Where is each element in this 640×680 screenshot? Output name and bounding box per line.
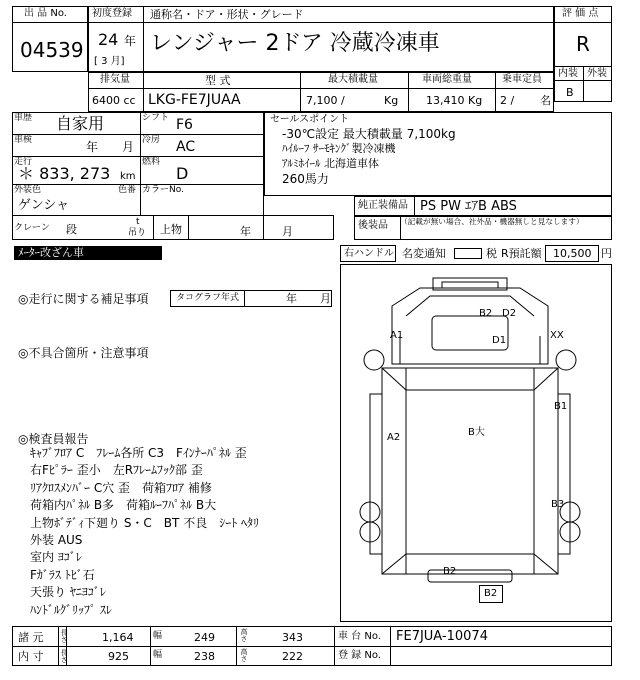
capacity: 2 / [500, 94, 515, 107]
int-length: 925 [108, 650, 129, 663]
sales-title: セールスポイント [270, 114, 350, 125]
rating-value: R [576, 32, 590, 56]
lot-label: 出 品 No. [24, 8, 67, 19]
damage-b2-bumper: B2 [484, 588, 498, 599]
mileage-unit: km [120, 171, 136, 182]
model: LKG-FE7JUAA [148, 92, 241, 108]
first-reg-year: 24 [98, 30, 119, 49]
capacity-unit: 名 [540, 94, 551, 107]
inspection-year: 年 [86, 140, 99, 154]
dims-height-label: 高さ [240, 628, 248, 642]
shift-value: F6 [176, 117, 193, 133]
exterior-rating-label: 外装 [587, 68, 607, 79]
inspection-month: 月 [122, 140, 135, 154]
right-hand-label: 右ハンドル [344, 248, 394, 259]
chassis-label: 車 台 No. [338, 631, 381, 642]
crane-hang: 吊り [128, 228, 147, 238]
shift-label: シフト [142, 113, 170, 123]
displacement-label: 排気量 [100, 74, 130, 85]
damage-b2-top: B2 [479, 308, 493, 319]
inspector-title: ◎検査員報告 [18, 432, 89, 446]
lot-number: 04539 [20, 38, 84, 62]
damage-d2: D2 [502, 308, 517, 319]
name-header: 通称名・ドア・形状・グレード [150, 8, 304, 21]
year-unit: 年 [124, 34, 137, 48]
sales-line: 260馬力 [282, 172, 329, 186]
sales-line: -30℃設定 最大積載量 7,100kg [282, 127, 456, 141]
tacho-month: 月 [320, 292, 331, 305]
dims-height: 343 [282, 631, 303, 644]
inspector-line: 室内 ﾖｺﾞﾚ [30, 550, 82, 565]
fuel-label: 燃料 [142, 157, 161, 167]
damage-a2: A2 [387, 432, 401, 443]
rating-label: 評 価 点 [562, 8, 599, 19]
max-load-label: 最大積載量 [328, 74, 378, 85]
inspector-line: 天張り ﾔﾆﾖｺﾞﾚ [30, 585, 106, 600]
first-reg-label: 初度登録 [92, 8, 132, 19]
inspector-line: 荷箱内ﾊﾟﾈﾙ B多 荷箱ﾙｰﾌﾊﾟﾈﾙ B大 [30, 498, 217, 513]
upper-year: 年 [240, 225, 251, 238]
int-height: 222 [282, 650, 303, 663]
gross-weight: 13,410 Kg [426, 94, 483, 107]
inspector-line: ﾊﾝﾄﾞﾙｸﾞﾘｯﾌﾟ ｽﾚ [30, 602, 112, 617]
dims-length-label: 長さ [60, 629, 68, 643]
int-width: 238 [194, 650, 215, 663]
driving-remarks-title: ◎走行に関する補足事項 [18, 292, 149, 306]
history-label: 車歴 [14, 113, 33, 123]
inspector-line: 上物ﾎﾞﾃﾞｨ下廻り S・C BT 不良 ｼｰﾄ ﾍﾀﾘ [30, 515, 260, 530]
crane-ton: t [136, 217, 140, 227]
inspector-line: ﾘｱｸﾛｽﾒﾝﾊﾞｰ C穴 歪 荷箱ﾌﾛｱ 補修 [30, 480, 212, 495]
interior-rating-label: 内装 [558, 68, 578, 79]
inspector-line: 外装 AUS [30, 532, 83, 547]
dims-label: 諸 元 [18, 631, 44, 644]
tacho-label: タコグラフ年式 [176, 293, 240, 303]
name-change-label: 名変通知 [402, 247, 446, 260]
damage-a1: A1 [390, 330, 404, 341]
dims-width-label: 幅 [153, 631, 163, 641]
color-no-label: 色番 [118, 185, 137, 195]
fuel-value: D [176, 164, 189, 183]
int-width-label: 幅 [153, 650, 163, 660]
ac-label: 冷房 [142, 135, 161, 145]
history-value: 自家用 [56, 114, 105, 133]
damage-b-large: B大 [468, 427, 485, 438]
recycle-value: 10,500 [553, 247, 592, 260]
truck-diagram [340, 264, 612, 622]
registration-label: 登 録 No. [338, 650, 381, 661]
mileage-label: 走行 [14, 157, 33, 167]
tax-label: 税 [486, 247, 497, 260]
meter-tamper-badge: ﾒｰﾀｰ改ざん車 [14, 246, 162, 260]
name-change-checkbox [454, 248, 482, 259]
sales-line: ｱﾙﾐﾎｲｰﾙ 北海道車体 [282, 157, 379, 170]
chassis-number: FE7JUA-10074 [396, 629, 488, 644]
ac-value: AC [176, 139, 196, 155]
mileage-value: ＊ 833, 273 [18, 164, 111, 183]
interior-rating: B [566, 86, 574, 99]
damage-d1: D1 [492, 335, 507, 346]
displacement: 6400 cc [92, 94, 136, 107]
damage-xx: XX [550, 330, 564, 341]
genuine-label: 純正装備品 [358, 200, 408, 211]
color-label: カラーNo. [142, 185, 184, 195]
crane-label: クレーン [14, 223, 50, 233]
capacity-label: 乗車定員 [502, 74, 542, 85]
max-load: 7,100 / [306, 94, 345, 107]
inspector-line: Fｶﾞﾗｽ ﾄﾋﾞ石 [30, 567, 95, 582]
tacho-year: 年 [286, 292, 297, 305]
crane-stage: 段 [66, 223, 77, 236]
inspector-line: ｷｬﾌﾞﾌﾛｱ C ﾌﾚｰﾑ各所 C3 Fｲﾝﾅｰﾊﾟﾈﾙ 歪 [30, 446, 247, 460]
max-load-unit: Kg [384, 94, 399, 107]
inspector-line: 右Fﾋﾟﾗｰ 歪小 左Rﾌﾚｰﾑﾌｯｸ部 歪 [30, 463, 203, 478]
damage-b3: B3 [551, 499, 565, 510]
first-reg-month: [ 3 月] [94, 56, 125, 67]
ext-color-value: ゲンシャ [18, 198, 70, 213]
aftermarket-note: （記載が無い場合、社外品・機器無しと見なします） [400, 218, 584, 227]
dims-width: 249 [194, 631, 215, 644]
sales-line: ﾊｲﾙｰﾌ ｻｰﾓｷﾝｸﾞ製冷凍機 [282, 142, 396, 155]
sales-lines [282, 128, 456, 188]
defects-title: ◎不具合箇所・注意事項 [18, 346, 149, 360]
gross-label: 車両総重量 [422, 74, 472, 85]
inspector-lines [30, 447, 259, 621]
dims-length: 1,164 [102, 631, 134, 644]
int-height-label: 高さ [240, 648, 248, 662]
yen-unit: 円 [601, 247, 612, 260]
upper-month: 月 [282, 225, 293, 238]
genuine-value: PS PW ｴｱB ABS [420, 199, 517, 214]
ext-color-label: 外装色 [14, 185, 42, 195]
damage-b1: B1 [554, 401, 568, 412]
inspection-label: 車検 [14, 135, 33, 145]
model-label: 型 式 [205, 74, 231, 87]
recycle-label: R預託額 [501, 247, 542, 260]
interior-label: 内 寸 [18, 650, 44, 663]
vehicle-name: レンジャー 2ドア 冷蔵冷凍車 [150, 31, 440, 56]
aftermarket-label: 後装品 [358, 220, 388, 231]
damage-b2-rear: B2 [443, 566, 457, 577]
int-length-label: 長さ [60, 649, 68, 663]
upper-label: 上物 [160, 223, 182, 236]
